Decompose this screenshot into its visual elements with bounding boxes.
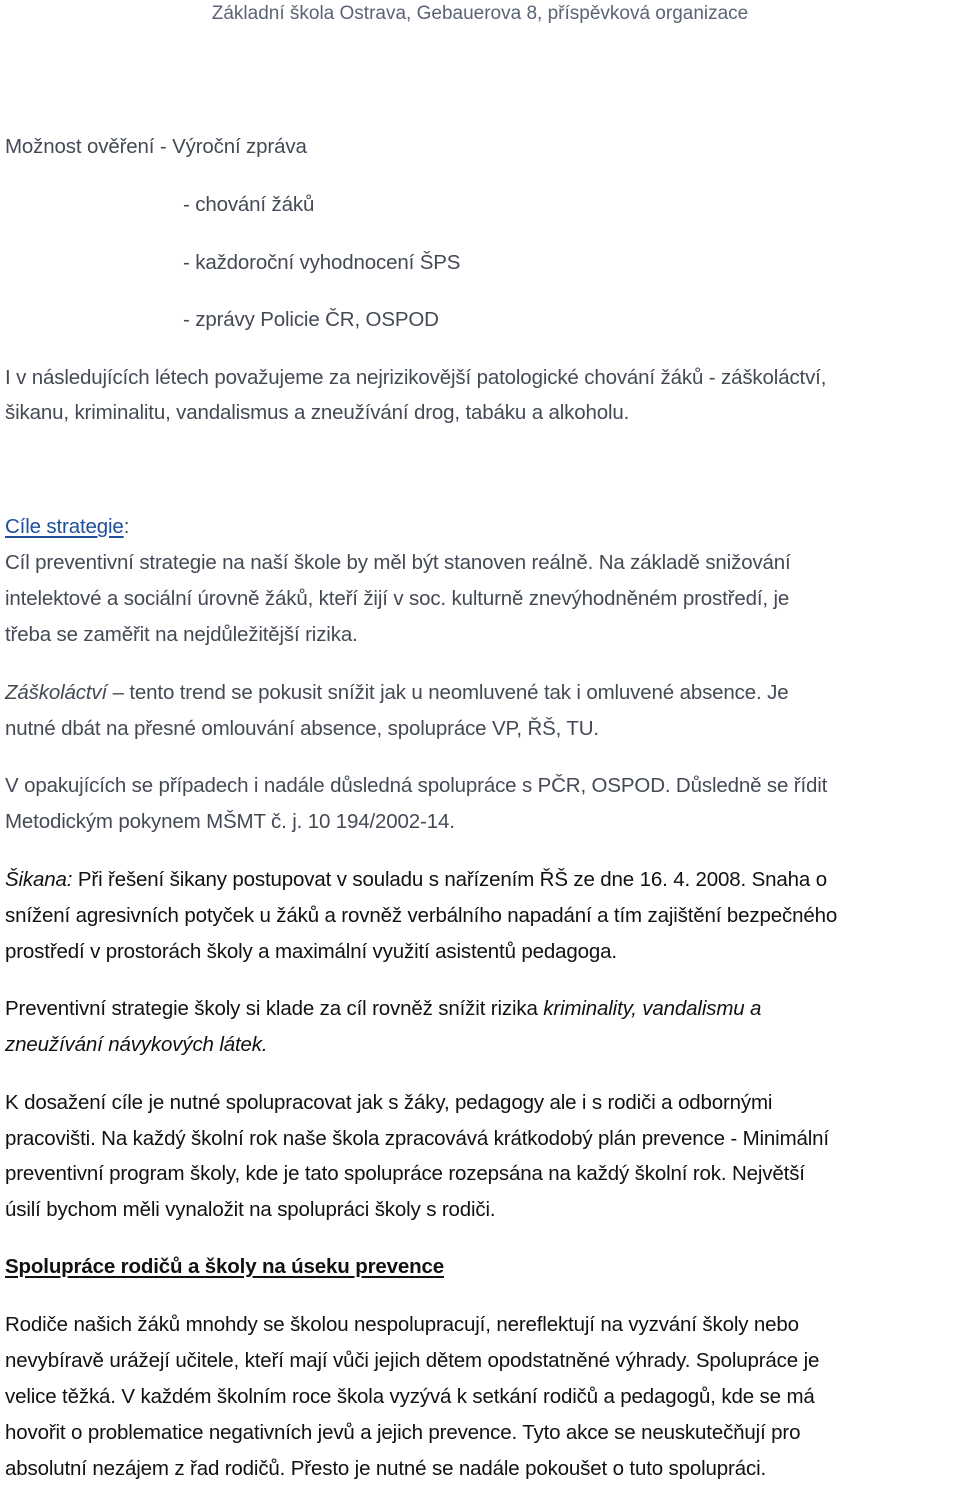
truancy-line: nutné dbát na přesné omlouvání absence, spolupráce VP, ŘŠ, TU. [5, 717, 599, 740]
verification-item: - každoroční vyhodnocení ŠPS [183, 251, 461, 274]
verification-item: - zprávy Policie ČR, OSPOD [183, 308, 439, 331]
page-header: Základní škola Ostrava, Gebauerova 8, příspěvková organizace [211, 3, 749, 24]
preventive-text: Preventivní strategie školy si klade za cíl rovněž snížit rizika [5, 997, 544, 1020]
bullying-line: snížení agresivních potyček u žáků a rovněž verbálního napadání a tím zajištění bezpečného [5, 904, 838, 927]
truancy-line [5, 679, 956, 707]
bullying-text: Při řešení šikany postupovat v souladu s nařízením ŘŠ ze dne 16. 4. 2008. Snaha o [72, 868, 827, 891]
cooperation-heading-text: Spolupráce rodičů a školy na úseku prevence [5, 1255, 445, 1278]
goals-heading-colon: : [123, 515, 130, 538]
cooperation-paragraph-line: absolutní nezájem z řad rodičů. Přesto je nutné se nadále pokoušet o tuto spolupráci. [5, 1457, 767, 1480]
verification-label: Možnost ověření - Výroční zpráva [5, 135, 307, 158]
risk-paragraph-line: I v následujících létech považujeme za nejrizikovější patologické chování žáků - záškoláctví, [5, 366, 827, 389]
achieve-line: K dosažení cíle je nutné spolupracovat jak s žáky, pedagogy ale i s rodiči a odbornými [5, 1091, 773, 1114]
achieve-line: preventivní program školy, kde je tato spolupráce rozepsána na každý školní rok. Největší [5, 1162, 805, 1185]
repeat-line: Metodickým pokynem MŠMT č. j. 10 194/2002-14. [5, 810, 455, 833]
goals-paragraph-line: Cíl preventivní strategie na naší škole by měl být stanoven reálně. Na základě snižování [5, 551, 791, 574]
bullying-line [5, 866, 956, 894]
cooperation-paragraph-line: hovořit o problematice negativních jevů a jejich prevence. Tyto akce se neuskutečňují pro [5, 1421, 801, 1444]
bullying-line: prostředí v prostorách školy a maximální využití asistentů pedagoga. [5, 940, 617, 963]
cooperation-paragraph-line: nevybíravě urážejí učitele, kteří mají vůči jejich dětem opodstatněné výhrady. Spolupráce je [5, 1349, 820, 1372]
truancy-term: Záškoláctví [5, 681, 108, 704]
goals-heading [5, 513, 956, 541]
goals-heading-text: Cíle strategie [5, 515, 124, 538]
cooperation-paragraph-line: Rodiče našich žáků mnohdy se školou nespolupracují, nereflektují na vyzvání školy nebo [5, 1313, 799, 1336]
truancy-text: – tento trend se pokusit snížit jak u neomluvené tak i omluvené absence. Je [107, 681, 789, 704]
achieve-line: úsilí bychom měli vynaložit na spolupráci školy s rodiči. [5, 1198, 496, 1221]
cooperation-heading [5, 1253, 956, 1281]
preventive-italic: kriminality, vandalismu a [543, 997, 762, 1020]
bullying-term: Šikana: [5, 868, 73, 891]
achieve-line: pracovišti. Na každý školní rok naše škola zpracovává krátkodobý plán prevence - Minimální [5, 1127, 829, 1150]
goals-paragraph-line: intelektové a sociální úrovně žáků, kteří žijí v soc. kulturně znevýhodněném prostředí, je [5, 587, 790, 610]
verification-item: - chování žáků [183, 193, 315, 216]
risk-paragraph-line: šikanu, kriminalitu, vandalismus a zneužívání drog, tabáku a alkoholu. [5, 401, 630, 424]
goals-paragraph-line: třeba se zaměřit na nejdůležitější rizika. [5, 623, 358, 646]
cooperation-paragraph-line: velice těžká. V každém školním roce škola vyzývá k setkání rodičů a pedagogů, kde se má [5, 1385, 815, 1408]
repeat-line: V opakujících se případech i nadále důsledná spolupráce s PČR, OSPOD. Důsledně se řídit [5, 774, 828, 797]
preventive-line: zneužívání návykových látek. [5, 1033, 268, 1056]
preventive-line [5, 995, 956, 1023]
